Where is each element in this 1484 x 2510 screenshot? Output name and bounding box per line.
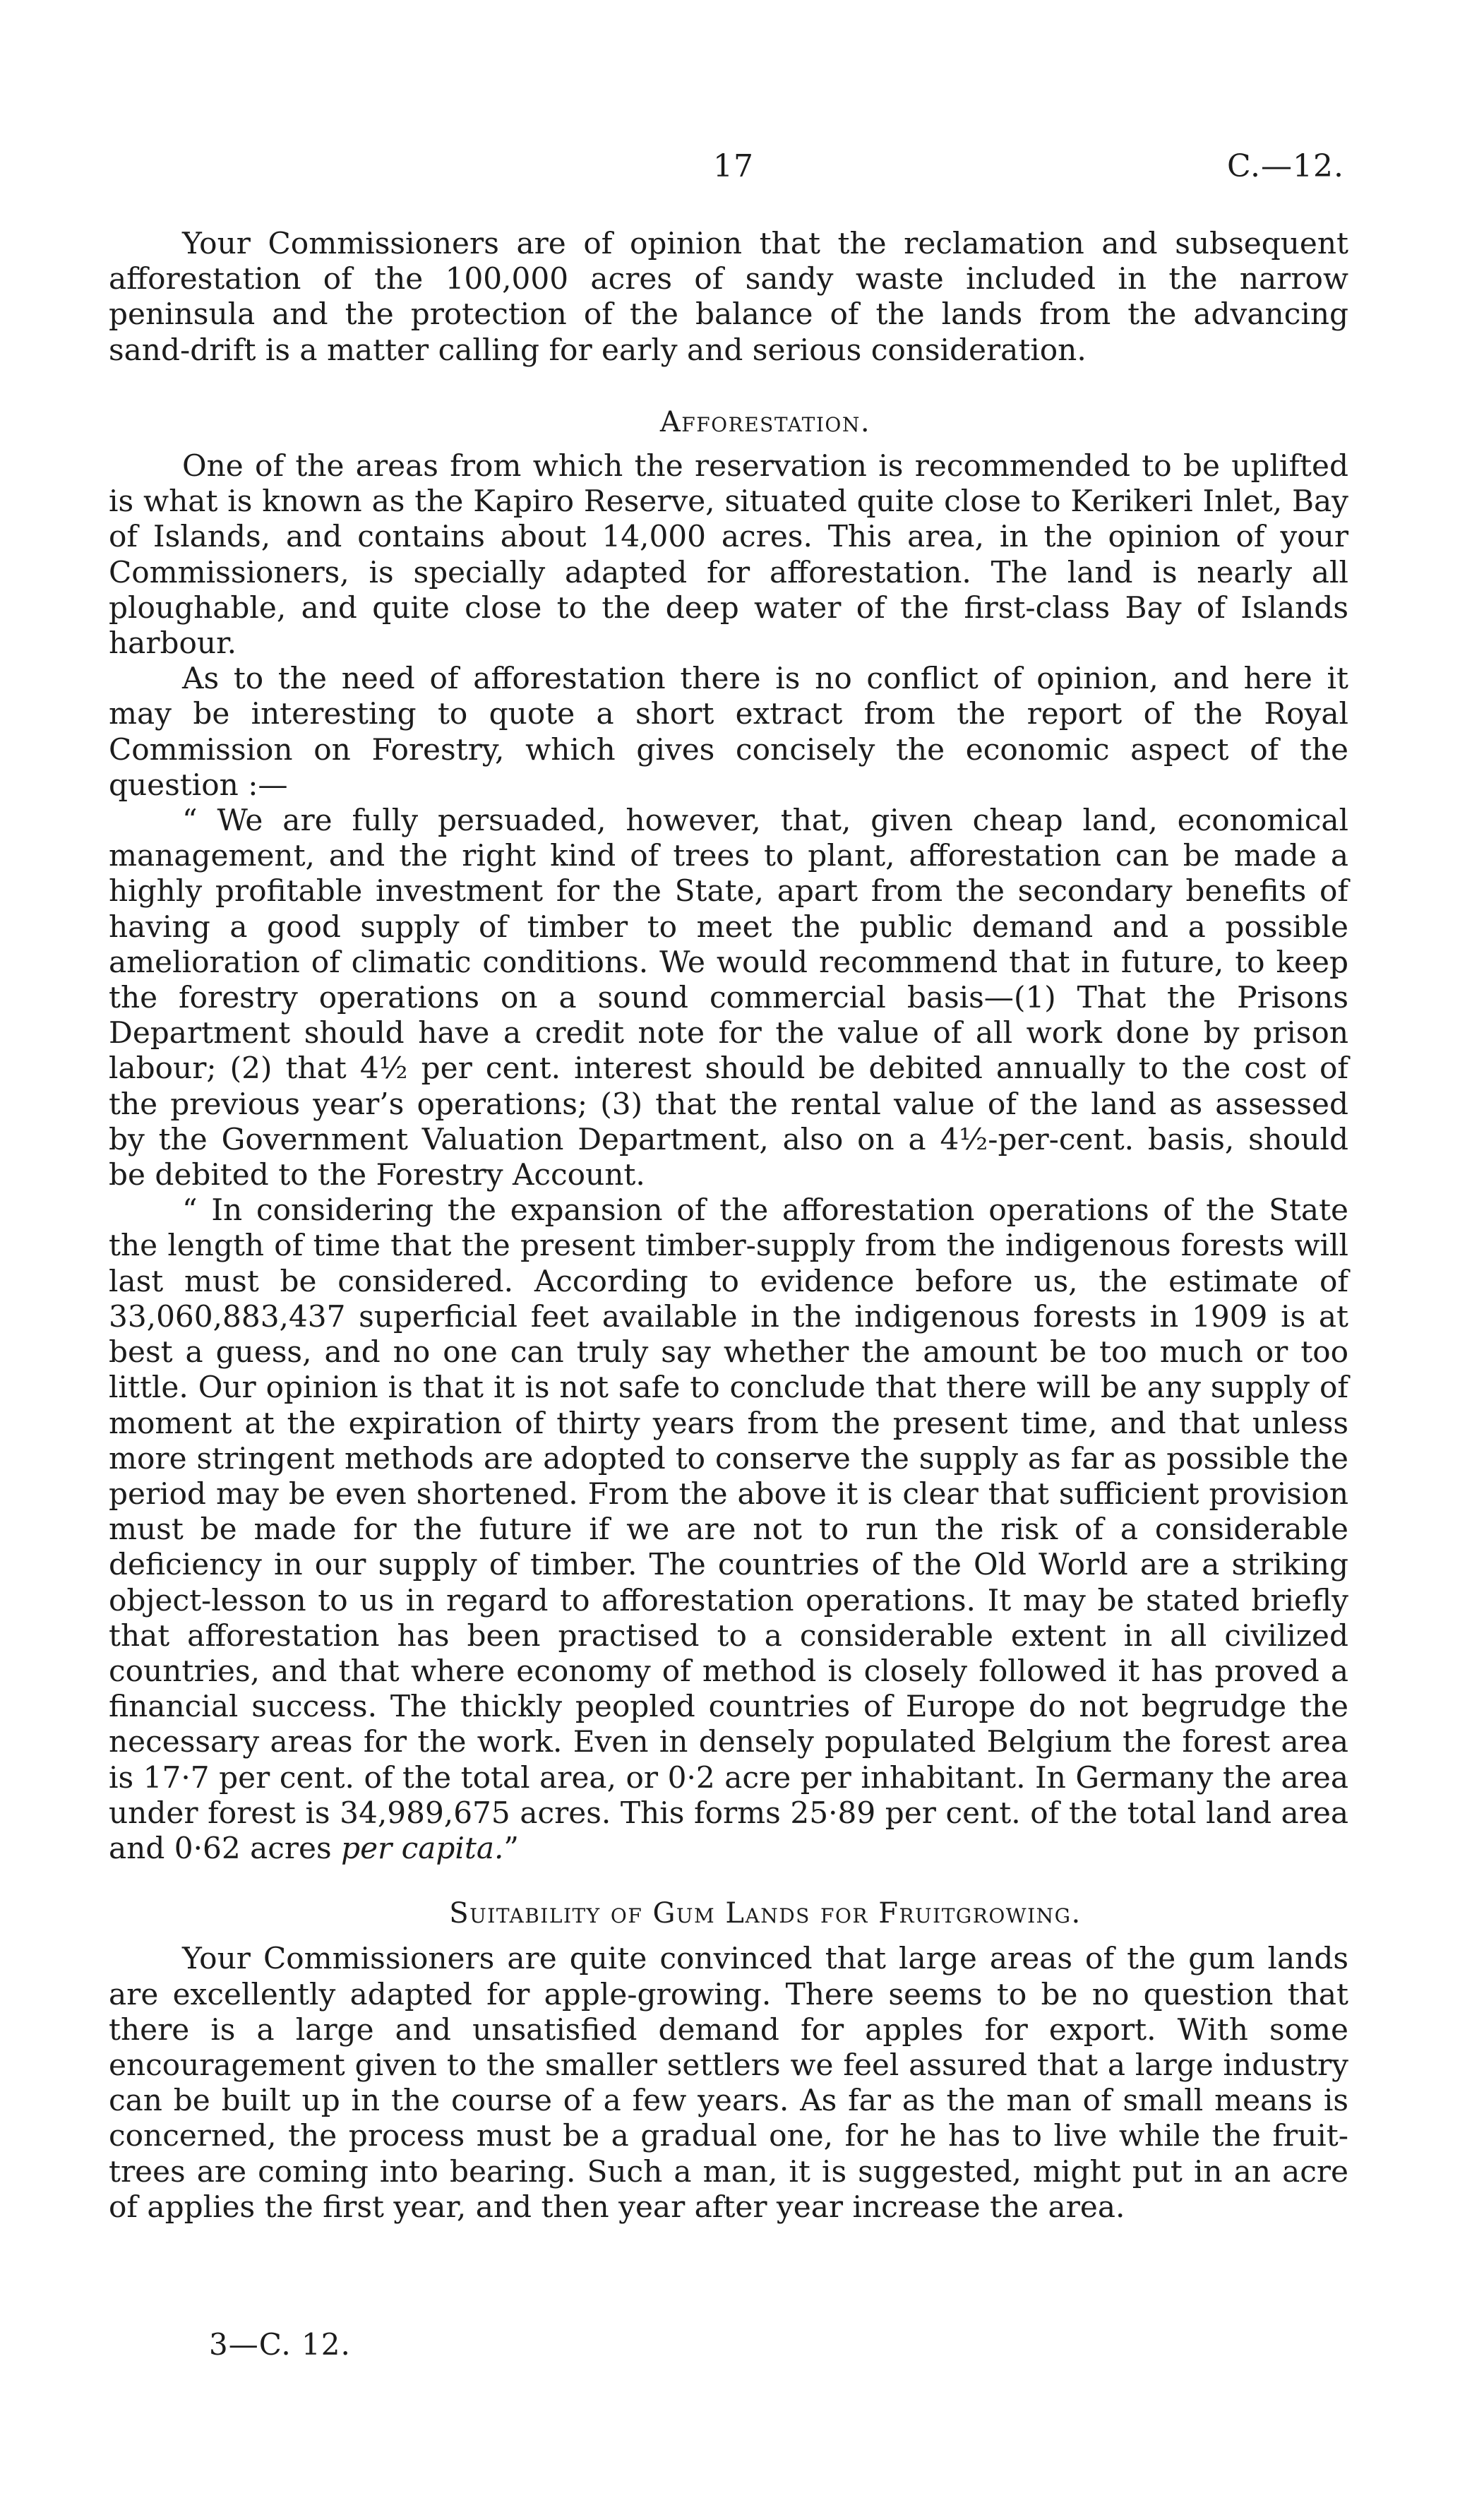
gum-lands-heading: Suitability of Gum Lands for Fruitgrowing. <box>449 1897 1082 1930</box>
gum-lands-paragraph: Your Commissioners are quite convinced that large areas of the gum lands are excellently adapted for apple-growing. There seems to be no question that there is a large and unsatisfied demand for apples for export. With some encouragement given to the smaller settlers we feel assured that a large industry can be built up in the course of a few years. As far as the man of small means is concerned, the process must be a gradual one, for he has to live while the fruit-trees are coming into bearing. Such a man, it is suggested, might put in an acre of applies the first year, and then year after year increase the area. <box>109 1941 1348 2224</box>
per-capita-latin: per capita. <box>341 1830 504 1865</box>
forestry-quote-paragraph-1: “ We are fully persuaded, however, that, given cheap land, economical management, and the right kind of trees to plant, afforestation can be made a highly profitable investment for the State, apart from the secondary benefits of having a good supply of timber to meet the public demand and a possible amelioration of climatic conditions. We would recommend that in future, to keep the forestry operations on a sound commercial basis—(1) That the Prisons Department should have a credit note for the value of all work done by prison labour; (2) that 4½ per cent. interest should be debited annually to the cost of the previous year’s operations; (3) that the rental value of the land as assessed by the Government Valuation Department, also on a 4½-per-cent. basis, should be debited to the Forestry Account. <box>109 803 1348 1193</box>
document-reference: C.—12. <box>1226 148 1344 184</box>
forestry-quote-paragraph-2 <box>109 1193 1348 1866</box>
document-body <box>109 226 1348 2225</box>
page-number: 17 <box>713 148 754 184</box>
forestry-quote-paragraph-2-text: “ In considering the expansion of the afforestation operations of the State the length of time that the present timber-supply from the indigenous forests will last must be considered. According to evidence before us, the estimate of 33,060,883,437 superficial feet available in the indigenous forests in 1909 is at best a guess, and no one can truly say whether the amount be too much or too little. Our opinion is that it is not safe to conclude that there will be any supply of moment at the expiration of thirty years from the present time, and that unless more stringent methods are adopted to conserve the supply as far as possible the period may be even shortened. From the above it is clear that sufficient provision must be made for the future if we are not to run the risk of a considerable deficiency in our supply of timber. The countries of the Old World are a striking object-lesson to us in regard to afforestation operations. It may be stated briefly that afforestation has been practised to a considerable extent in all civilized countries, and that where economy of method is closely followed it has proved a financial success. The thickly peopled countries of Europe do not begrudge the necessary areas for the work. Even in densely populated Belgium the forest area is 17·7 per cent. of the total area, or 0·2 acre per inhabitant. In Germany the area under forest is 34,989,675 acres. This forms 25·89 per cent. of the total land area and 0·62 acres <box>109 1193 1348 1865</box>
quote-close-mark: ” <box>503 1830 519 1865</box>
afforestation-heading: Afforestation. <box>659 405 871 438</box>
intro-paragraph: Your Commissioners are of opinion that the reclamation and subsequent afforestation of the 100,000 acres of sandy waste included in the narrow peninsula and the protection of the balance of the lands from the advancing sand-drift is a matter calling for early and serious consideration. <box>109 226 1348 367</box>
footer-signature: 3—C. 12. <box>209 2327 351 2362</box>
afforestation-paragraph-2: As to the need of afforestation there is no conflict of opinion, and here it may be interesting to quote a short extract from the report of the Royal Commission on Forestry, which gives concisely the economic aspect of the question :— <box>109 661 1348 802</box>
afforestation-paragraph-1: One of the areas from which the reservation is recommended to be uplifted is what is known as the Kapiro Reserve, situated quite close to Kerikeri Inlet, Bay of Islands, and contains about 14,000 acres. This area, in the opinion of your Commissioners, is specially adapted for afforestation. The land is nearly all ploughable, and quite close to the deep water of the first-class Bay of Islands harbour. <box>109 448 1348 661</box>
